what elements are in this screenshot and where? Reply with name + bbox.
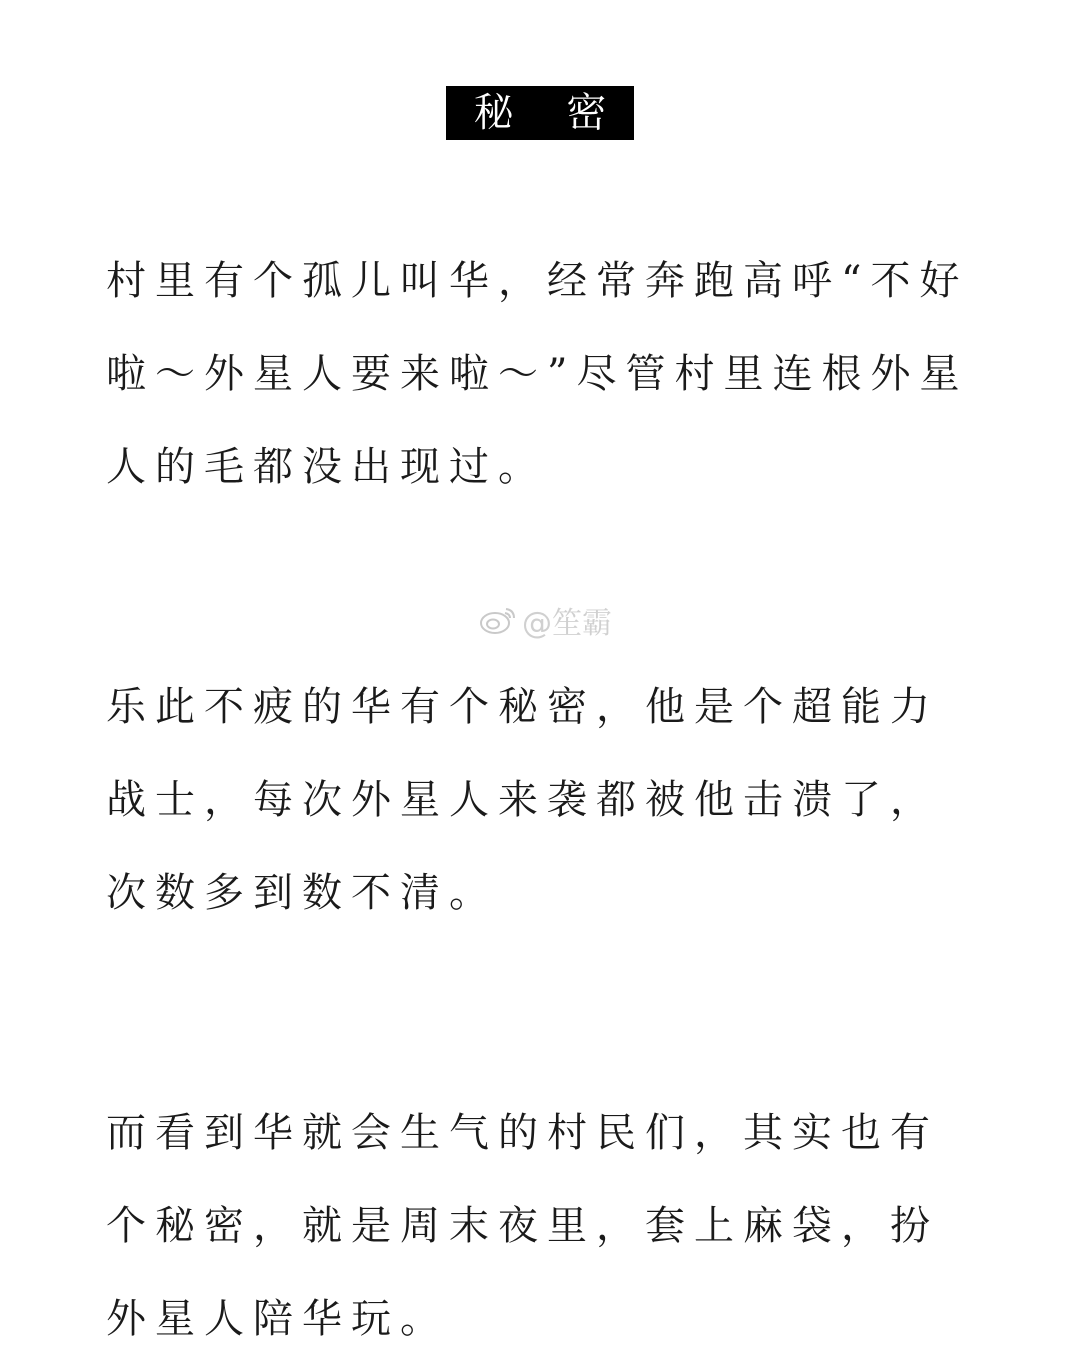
paragraph-3: 而看到华就会生气的村民们，其实也有个秘密，就是周末夜里，套上麻袋，扮外星人陪华玩。 xyxy=(106,1110,939,1342)
watermark-text: @笙霸 xyxy=(522,606,612,641)
page-title: 秘 密 xyxy=(446,86,635,140)
paragraph-1: 村里有个孤儿叫华，经常奔跑高呼“不好啦～外星人要来啦～”尽管村里连根外星人的毛都没出现过。 xyxy=(106,258,969,490)
title-container xyxy=(0,86,1080,140)
article-body xyxy=(106,235,976,1366)
paragraph-2: 乐此不疲的华有个秘密，他是个超能力战士，每次外星人来袭都被他击溃了，次数多到数不清。 xyxy=(106,684,939,916)
